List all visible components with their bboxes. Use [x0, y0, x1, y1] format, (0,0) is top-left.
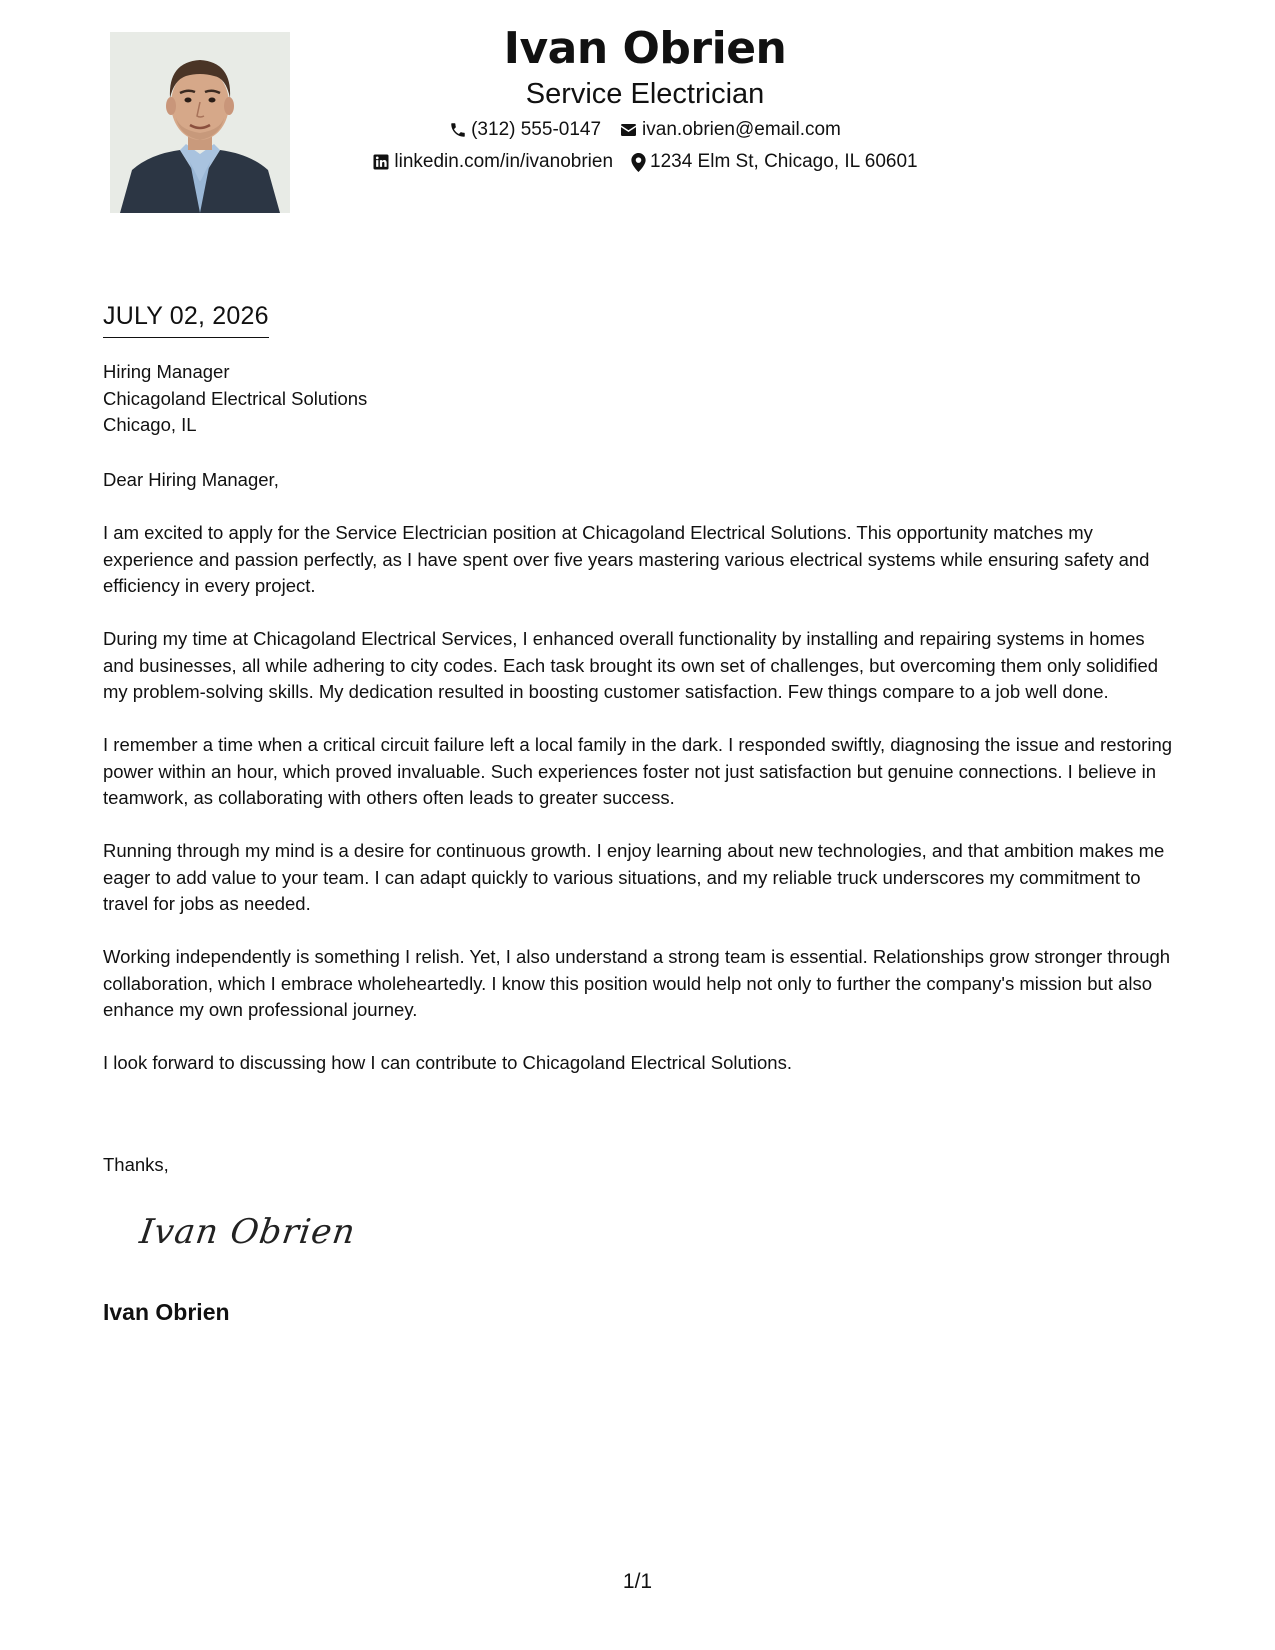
recipient-location: Chicago, IL [103, 414, 197, 435]
page-number: 1/1 [622, 1570, 653, 1593]
applicant-name: Ivan Obrien [503, 23, 787, 74]
profile-photo [110, 32, 290, 213]
street-address: 1234 Elm St, Chicago, IL 60601 [650, 151, 918, 172]
contact-row-primary [300, 118, 990, 142]
closing: Thanks, [103, 1154, 169, 1175]
body-paragraph: I look forward to discussing how I can contribute to Chicagoland Electrical Solutions. [103, 1052, 792, 1073]
letter-date: JULY 02, 2026 [103, 300, 269, 338]
phone-number: (312) 555-0147 [471, 119, 602, 140]
recipient-title: Hiring Manager [103, 361, 230, 382]
map-pin-icon [631, 153, 646, 172]
body-paragraph: I am excited to apply for the Service Electrician position at Chicagoland Electrical Solutions. This opportunity matches my experience and passion perfectly, as I have spent over five years mastering various electrical systems while ensuring safety and efficiency in every project. [103, 522, 1150, 596]
contact-row-secondary [300, 150, 990, 174]
contact-address [631, 150, 918, 174]
recipient-company: Chicagoland Electrical Solutions [103, 387, 368, 409]
body-paragraph: During my time at Chicagoland Electrical Services, I enhanced overall functionality by installing and repairing systems in homes and businesses, all while adhering to city codes. Each task brought its own set of challenges, but overcoming them only solidified my problem-solving skills. My dedication resulted in boosting customer satisfaction. Few things compare to a job well done. [103, 628, 1159, 702]
letter-body [103, 520, 1178, 1103]
linkedin-url: linkedin.com/in/ivanobrien [394, 151, 614, 172]
recipient-block [103, 359, 1178, 439]
linkedin-icon [372, 153, 390, 171]
phone-icon [449, 121, 467, 139]
letter-header [300, 20, 990, 174]
contact-phone [449, 118, 601, 142]
body-paragraph: Running through my mind is a desire for continuous growth. I enjoy learning about new technologies, and that ambition makes me eager to add value to your team. I can adapt quickly to various situations, and my reliable truck underscores my commitment to travel for jobs as needed. [103, 840, 1165, 914]
signed-name: Ivan Obrien [103, 1299, 230, 1325]
email-address: ivan.obrien@email.com [642, 119, 841, 140]
contact-email [619, 118, 841, 142]
envelope-icon [619, 121, 638, 139]
portrait-illustration [110, 32, 290, 213]
body-paragraph: Working independently is something I relish. Yet, I also understand a strong team is essential. Relationships grow stronger through collaboration, which I embrace wholeheartedly. I know this position would help not only to further the company's mission but also enhance my own professional journey. [103, 946, 1171, 1020]
job-title: Service Electrician [525, 78, 765, 110]
contact-linkedin [372, 150, 613, 174]
handwritten-signature: Ivan Obrien [137, 1212, 359, 1252]
body-paragraph: I remember a time when a critical circuit failure left a local family in the dark. I responded swiftly, diagnosing the issue and restoring power within an hour, which proved invaluable. Such experiences foster not just satisfaction but genuine connections. I believe in teamwork, as collaborating with others often leads to greater success. [103, 734, 1173, 808]
salutation: Dear Hiring Manager, [103, 469, 279, 490]
